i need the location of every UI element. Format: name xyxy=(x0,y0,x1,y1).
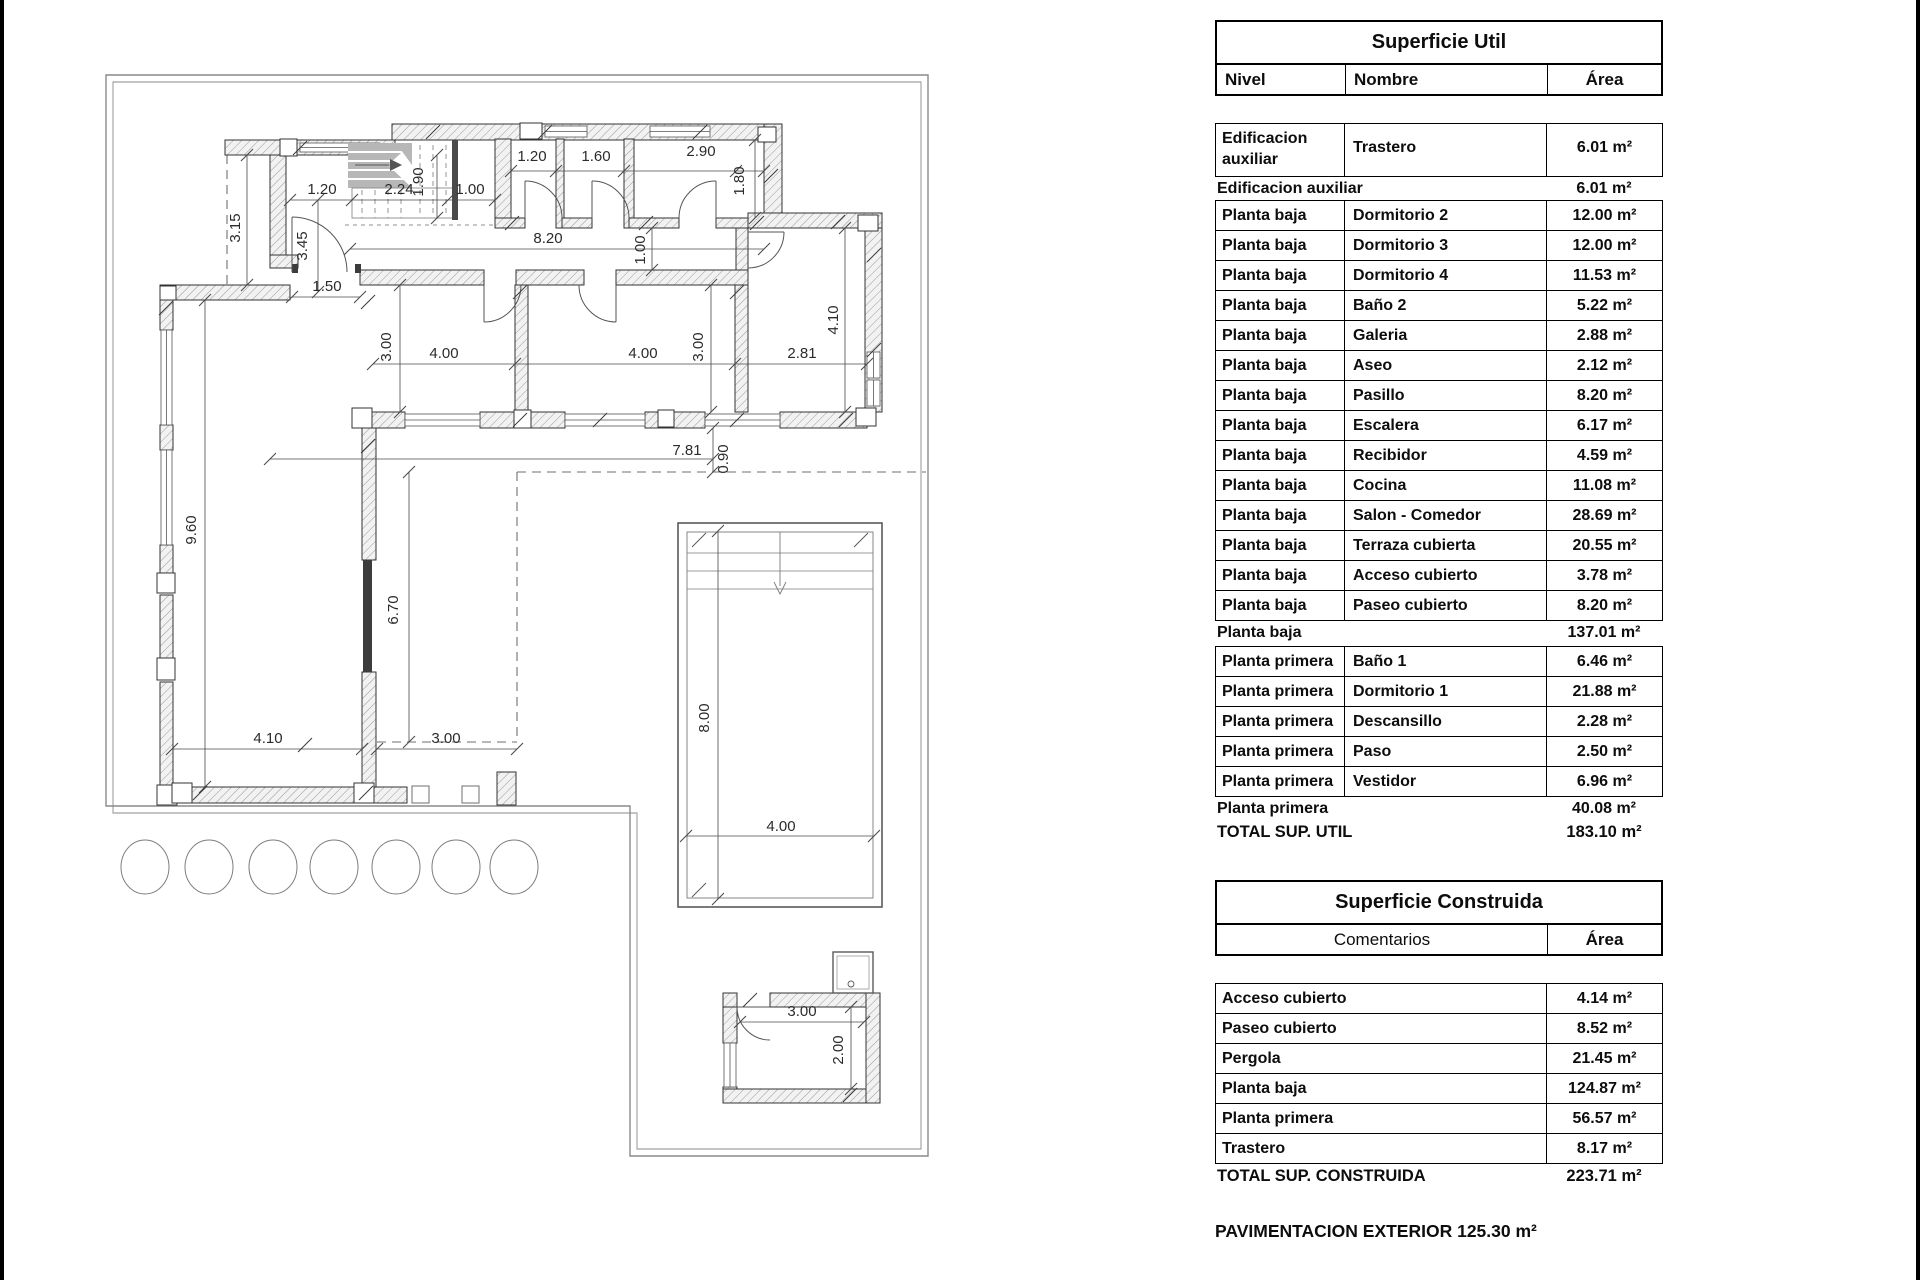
table-row xyxy=(1216,647,1662,676)
cell-comentario: Trastero xyxy=(1222,1140,1286,1157)
cell-nombre: Salon - Comedor xyxy=(1344,501,1546,530)
superficie-construida-table xyxy=(1215,880,1663,1189)
dimension-label: 4.00 xyxy=(429,345,459,362)
table-row xyxy=(1216,1103,1662,1133)
cell-area: 6.01 m² xyxy=(1546,124,1662,176)
table-row xyxy=(1216,530,1662,560)
table-row xyxy=(1216,1013,1662,1043)
dimension-label: 9.60 xyxy=(183,515,200,545)
cell-area: 21.45 m² xyxy=(1546,1044,1662,1073)
cell-nombre: Trastero xyxy=(1344,124,1546,176)
dimension-label: 3.15 xyxy=(227,213,244,243)
col-header-nombre: Nombre xyxy=(1345,65,1547,94)
cell-nombre: Dormitorio 3 xyxy=(1344,231,1546,260)
cell-nivel: Planta baja xyxy=(1222,567,1307,584)
cell-nivel: Planta baja xyxy=(1222,507,1307,524)
dimension-label: 8.20 xyxy=(533,230,563,247)
total-value: 183.10 m² xyxy=(1566,823,1642,841)
table-row xyxy=(1216,201,1662,230)
superficie-util-table xyxy=(1215,20,1663,845)
door-jamb xyxy=(355,264,361,273)
tree-symbols xyxy=(121,840,538,894)
cell-nombre: Aseo xyxy=(1344,351,1546,380)
table-row xyxy=(1216,590,1662,620)
cell-nivel: Planta primera xyxy=(1222,653,1334,670)
shower-box xyxy=(833,952,873,993)
cell-nivel: Planta primera xyxy=(1222,773,1334,790)
total-row xyxy=(1215,1164,1663,1189)
table-row xyxy=(1216,1073,1662,1103)
cell-nombre: Dormitorio 2 xyxy=(1344,201,1546,230)
dimension-label: 4.10 xyxy=(825,305,842,335)
summary-value: 40.08 m² xyxy=(1571,800,1637,817)
dimension-label: 4.00 xyxy=(628,345,658,362)
summary-row xyxy=(1215,797,1663,820)
cell-nombre: Paseo cubierto xyxy=(1344,591,1546,620)
col-header-comentarios: Comentarios xyxy=(1333,930,1431,949)
dimension-label: 1.20 xyxy=(517,148,547,165)
cell-nivel: Planta baja xyxy=(1222,537,1307,554)
dimension-label: 2.81 xyxy=(787,345,817,362)
cell-nivel: Planta baja xyxy=(1222,237,1307,254)
cell-nombre: Dormitorio 1 xyxy=(1344,677,1546,706)
cell-area: 4.59 m² xyxy=(1546,441,1662,470)
dimension-label: 4.00 xyxy=(766,818,796,835)
cell-comentario: Paseo cubierto xyxy=(1222,1020,1337,1037)
dimension-label: 1.00 xyxy=(455,181,485,198)
dimension-label: 2.90 xyxy=(686,143,716,160)
cell-area: 8.17 m² xyxy=(1546,1134,1662,1163)
cell-nombre: Descansillo xyxy=(1344,707,1546,736)
dimension-label: 3.00 xyxy=(690,332,707,362)
dimension-label: 1.20 xyxy=(307,181,337,198)
cell-nivel: Planta primera xyxy=(1222,743,1334,760)
table-title: Superficie Construida xyxy=(1215,880,1663,925)
total-value: 223.71 m² xyxy=(1566,1167,1642,1185)
total-row xyxy=(1215,820,1663,845)
cell-nivel: Planta baja xyxy=(1222,447,1307,464)
table-row xyxy=(1216,1043,1662,1073)
table-row xyxy=(1216,736,1662,766)
table-row xyxy=(1216,984,1662,1013)
cell-nombre: Paso xyxy=(1344,737,1546,766)
dimension-label: 1.00 xyxy=(632,235,649,265)
dimension-label: 2.00 xyxy=(830,1035,847,1065)
cell-nivel: Planta primera xyxy=(1222,713,1334,730)
summary-value: 6.01 m² xyxy=(1576,180,1632,197)
table-header xyxy=(1215,65,1663,96)
cell-nivel: Planta baja xyxy=(1222,387,1307,404)
cell-nivel: Planta baja xyxy=(1222,297,1307,314)
col-header-nivel: Nivel xyxy=(1225,70,1266,89)
summary-label: Planta baja xyxy=(1217,624,1302,641)
cell-area: 56.57 m² xyxy=(1546,1104,1662,1133)
dimension-label: 3.00 xyxy=(431,730,461,747)
table-row xyxy=(1216,706,1662,736)
cell-nombre: Cocina xyxy=(1344,471,1546,500)
cell-area: 6.17 m² xyxy=(1546,411,1662,440)
cell-area: 12.00 m² xyxy=(1546,201,1662,230)
cell-comentario: Planta primera xyxy=(1222,1110,1334,1127)
cell-nivel: Planta baja xyxy=(1222,477,1307,494)
table-row xyxy=(1216,290,1662,320)
door-jamb xyxy=(292,264,298,273)
page-edge-right xyxy=(1916,0,1920,1280)
cell-nombre: Recibidor xyxy=(1344,441,1546,470)
table-header xyxy=(1215,925,1663,956)
col-header-area: Área xyxy=(1547,925,1661,954)
staircase xyxy=(348,140,458,220)
cell-nombre: Pasillo xyxy=(1344,381,1546,410)
cell-area: 3.78 m² xyxy=(1546,561,1662,590)
table-row xyxy=(1216,410,1662,440)
summary-row xyxy=(1215,177,1663,200)
cell-comentario: Planta baja xyxy=(1222,1080,1307,1097)
cell-nivel: Planta baja xyxy=(1222,207,1307,224)
cell-area: 28.69 m² xyxy=(1546,501,1662,530)
dimension-label: 3.00 xyxy=(787,1003,817,1020)
cell-area: 20.55 m² xyxy=(1546,531,1662,560)
cell-nivel: Planta baja xyxy=(1222,417,1307,434)
table-row xyxy=(1216,500,1662,530)
cell-area: 12.00 m² xyxy=(1546,231,1662,260)
cell-comentario: Acceso cubierto xyxy=(1222,990,1347,1007)
cell-nombre: Terraza cubierta xyxy=(1344,531,1546,560)
cell-nombre: Dormitorio 4 xyxy=(1344,261,1546,290)
table-row xyxy=(1216,560,1662,590)
table-title: Superficie Util xyxy=(1215,20,1663,65)
cell-area: 21.88 m² xyxy=(1546,677,1662,706)
cell-area: 8.20 m² xyxy=(1546,591,1662,620)
dimension-label: 7.81 xyxy=(672,442,702,459)
table-row xyxy=(1216,1133,1662,1163)
table-row xyxy=(1216,380,1662,410)
aux-building-grid xyxy=(1215,123,1663,177)
cell-nivel: Planta baja xyxy=(1222,267,1307,284)
cell-area: 4.14 m² xyxy=(1546,984,1662,1013)
cell-area: 8.52 m² xyxy=(1546,1014,1662,1043)
cell-area: 11.08 m² xyxy=(1546,471,1662,500)
cell-nivel: Planta baja xyxy=(1222,357,1307,374)
construida-grid xyxy=(1215,983,1663,1164)
cell-nombre: Baño 2 xyxy=(1344,291,1546,320)
cell-nombre: Acceso cubierto xyxy=(1344,561,1546,590)
dimension-label: 3.45 xyxy=(294,231,311,261)
summary-label: Planta primera xyxy=(1217,800,1329,817)
dimension-label: 0.90 xyxy=(715,444,732,474)
cell-area: 8.20 m² xyxy=(1546,381,1662,410)
dimension-label: 1.50 xyxy=(312,278,342,295)
table-row xyxy=(1216,124,1662,176)
dimension-label: 8.00 xyxy=(696,703,713,733)
summary-row xyxy=(1215,621,1663,644)
summary-value: 137.01 m² xyxy=(1567,624,1641,641)
cell-area: 2.88 m² xyxy=(1546,321,1662,350)
cell-nombre: Galeria xyxy=(1344,321,1546,350)
dimension-label: 3.00 xyxy=(378,332,395,362)
cell-nombre: Escalera xyxy=(1344,411,1546,440)
cell-nivel: Edificacion auxiliar xyxy=(1222,130,1308,168)
cell-comentario: Pergola xyxy=(1222,1050,1281,1067)
col-header-area: Área xyxy=(1547,65,1661,94)
table-row xyxy=(1216,676,1662,706)
cell-area: 6.96 m² xyxy=(1546,767,1662,796)
total-label: TOTAL SUP. CONSTRUIDA xyxy=(1217,1167,1426,1185)
table-row xyxy=(1216,260,1662,290)
dimension-label: 1.80 xyxy=(731,166,748,196)
planta-baja-grid xyxy=(1215,200,1663,621)
total-label: TOTAL SUP. UTIL xyxy=(1217,823,1353,841)
cell-nivel: Planta baja xyxy=(1222,597,1307,614)
dimension-label: 6.70 xyxy=(385,595,402,625)
dimension-label: 1.90 xyxy=(410,167,427,197)
table-row xyxy=(1216,440,1662,470)
cell-area: 2.50 m² xyxy=(1546,737,1662,766)
cell-nombre: Baño 1 xyxy=(1344,647,1546,676)
cell-nivel: Planta baja xyxy=(1222,327,1307,344)
cell-area: 124.87 m² xyxy=(1546,1074,1662,1103)
dimension-label: 1.60 xyxy=(581,148,611,165)
table-row xyxy=(1216,320,1662,350)
pavimentacion-note: PAVIMENTACION EXTERIOR 125.30 m² xyxy=(1215,1221,1537,1241)
cell-area: 11.53 m² xyxy=(1546,261,1662,290)
pergola-columns xyxy=(412,786,479,803)
dimension-label: 4.10 xyxy=(253,730,283,747)
table-row xyxy=(1216,766,1662,796)
cell-area: 2.12 m² xyxy=(1546,351,1662,380)
cell-area: 6.46 m² xyxy=(1546,647,1662,676)
cell-area: 5.22 m² xyxy=(1546,291,1662,320)
table-row xyxy=(1216,350,1662,380)
table-row xyxy=(1216,470,1662,500)
cell-nivel: Planta primera xyxy=(1222,683,1334,700)
dimension-label: 2.24 xyxy=(384,181,414,198)
planta-primera-grid xyxy=(1215,646,1663,797)
sliding-door xyxy=(363,560,372,672)
cell-area: 2.28 m² xyxy=(1546,707,1662,736)
table-row xyxy=(1216,230,1662,260)
cell-nombre: Vestidor xyxy=(1344,767,1546,796)
summary-label: Edificacion auxiliar xyxy=(1217,180,1363,197)
